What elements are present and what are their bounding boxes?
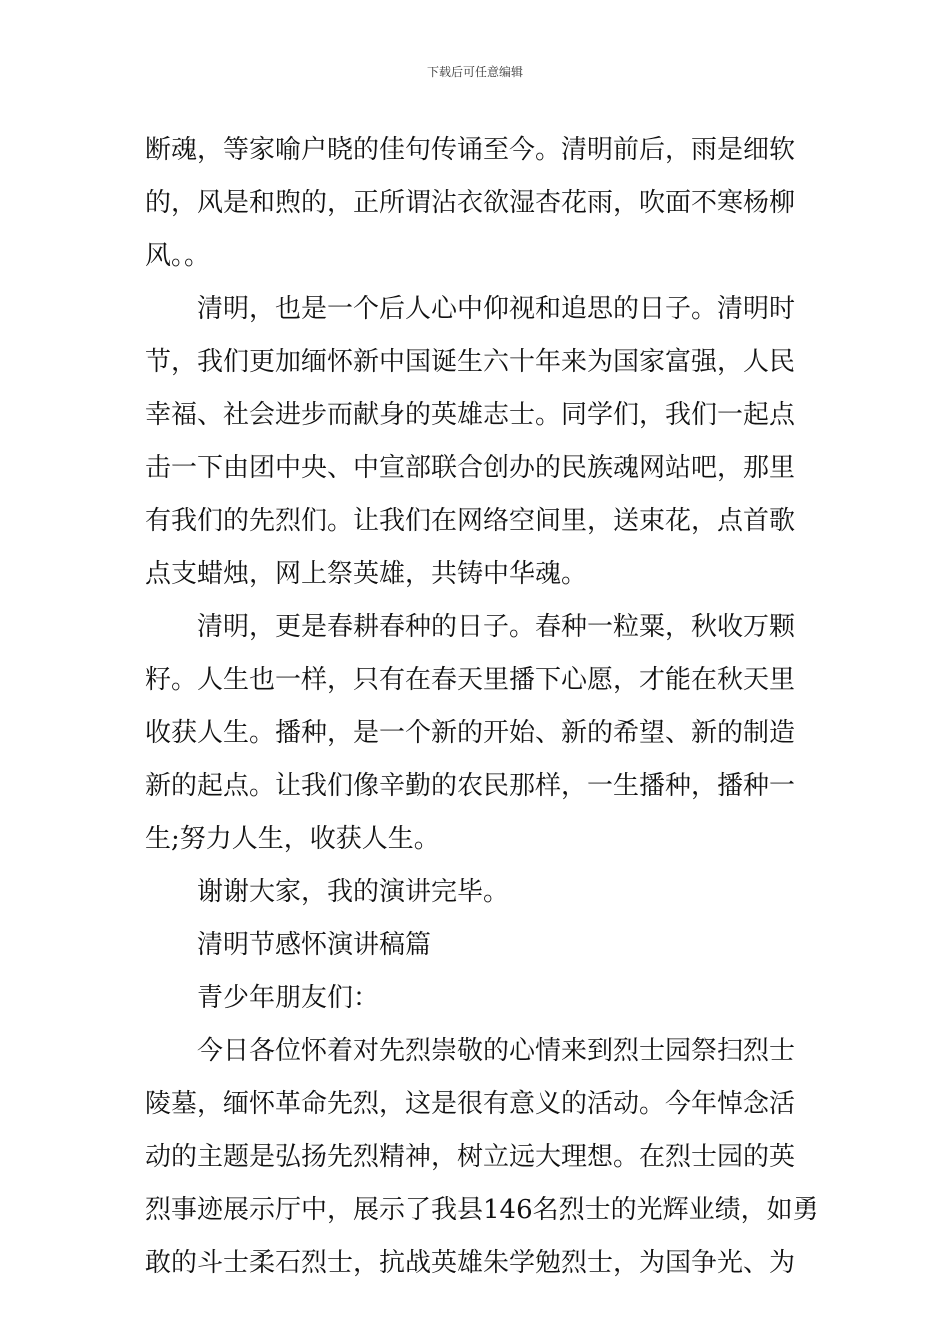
text-line: 青少年朋友们： xyxy=(197,983,380,1013)
text-line: 节，我们更加缅怀新中国诞生六十年来为国家富强，人民 xyxy=(145,347,796,377)
text-line: 风。。 xyxy=(145,241,211,271)
text-line: 清明，更是春耕春种的日子。春种一粒粟，秋收万颗 xyxy=(197,612,796,642)
text-line: 清明，也是一个后人心中仰视和追思的日子。清明时 xyxy=(197,294,796,324)
text-line: 今日各位怀着对先烈崇敬的心情来到烈士园祭扫烈士 xyxy=(197,1036,796,1066)
text-line: 清明节感怀演讲稿篇 xyxy=(197,930,432,960)
text-line: 敢的斗士柔石烈士，抗战英雄朱学勉烈士，为国争光、为 xyxy=(145,1248,796,1278)
text-line: 谢谢大家，我的演讲完毕。 xyxy=(197,877,510,907)
text-line: 幸福、社会进步而献身的英雄志士。同学们，我们一起点 xyxy=(145,400,796,430)
text-line: 击一下由团中央、中宣部联合创办的民族魂网站吧，那里 xyxy=(145,453,796,483)
text-line: 烈事迹展示厅中，展示了我县146名烈士的光辉业绩，如勇 xyxy=(145,1195,819,1225)
document-body xyxy=(145,124,819,1290)
text-line: 陵墓，缅怀革命先烈，这是很有意义的活动。今年悼念活 xyxy=(145,1089,796,1119)
text-line: 断魂，等家喻户晓的佳句传诵至今。清明前后，雨是细软 xyxy=(145,135,796,165)
text-line: 籽。人生也一样，只有在春天里播下心愿，才能在秋天里 xyxy=(145,665,796,695)
text-line: 新的起点。让我们像辛勤的农民那样，一生播种，播种一 xyxy=(145,771,796,801)
text-line: 生;努力人生，收获人生。 xyxy=(145,824,440,854)
text-line: 收获人生。播种，是一个新的开始、新的希望、新的制造 xyxy=(145,718,796,748)
page-header: 下载后可任意编辑 xyxy=(426,65,523,79)
text-line: 点支蜡烛，网上祭英雄，共铸中华魂。 xyxy=(145,559,588,589)
text-line: 动的主题是弘扬先烈精神，树立远大理想。在烈士园的英 xyxy=(145,1142,796,1172)
text-line: 的，风是和煦的，正所谓沾衣欲湿杏花雨，吹面不寒杨柳 xyxy=(145,188,796,218)
text-line: 有我们的先烈们。让我们在网络空间里，送束花，点首歌 xyxy=(145,506,796,536)
